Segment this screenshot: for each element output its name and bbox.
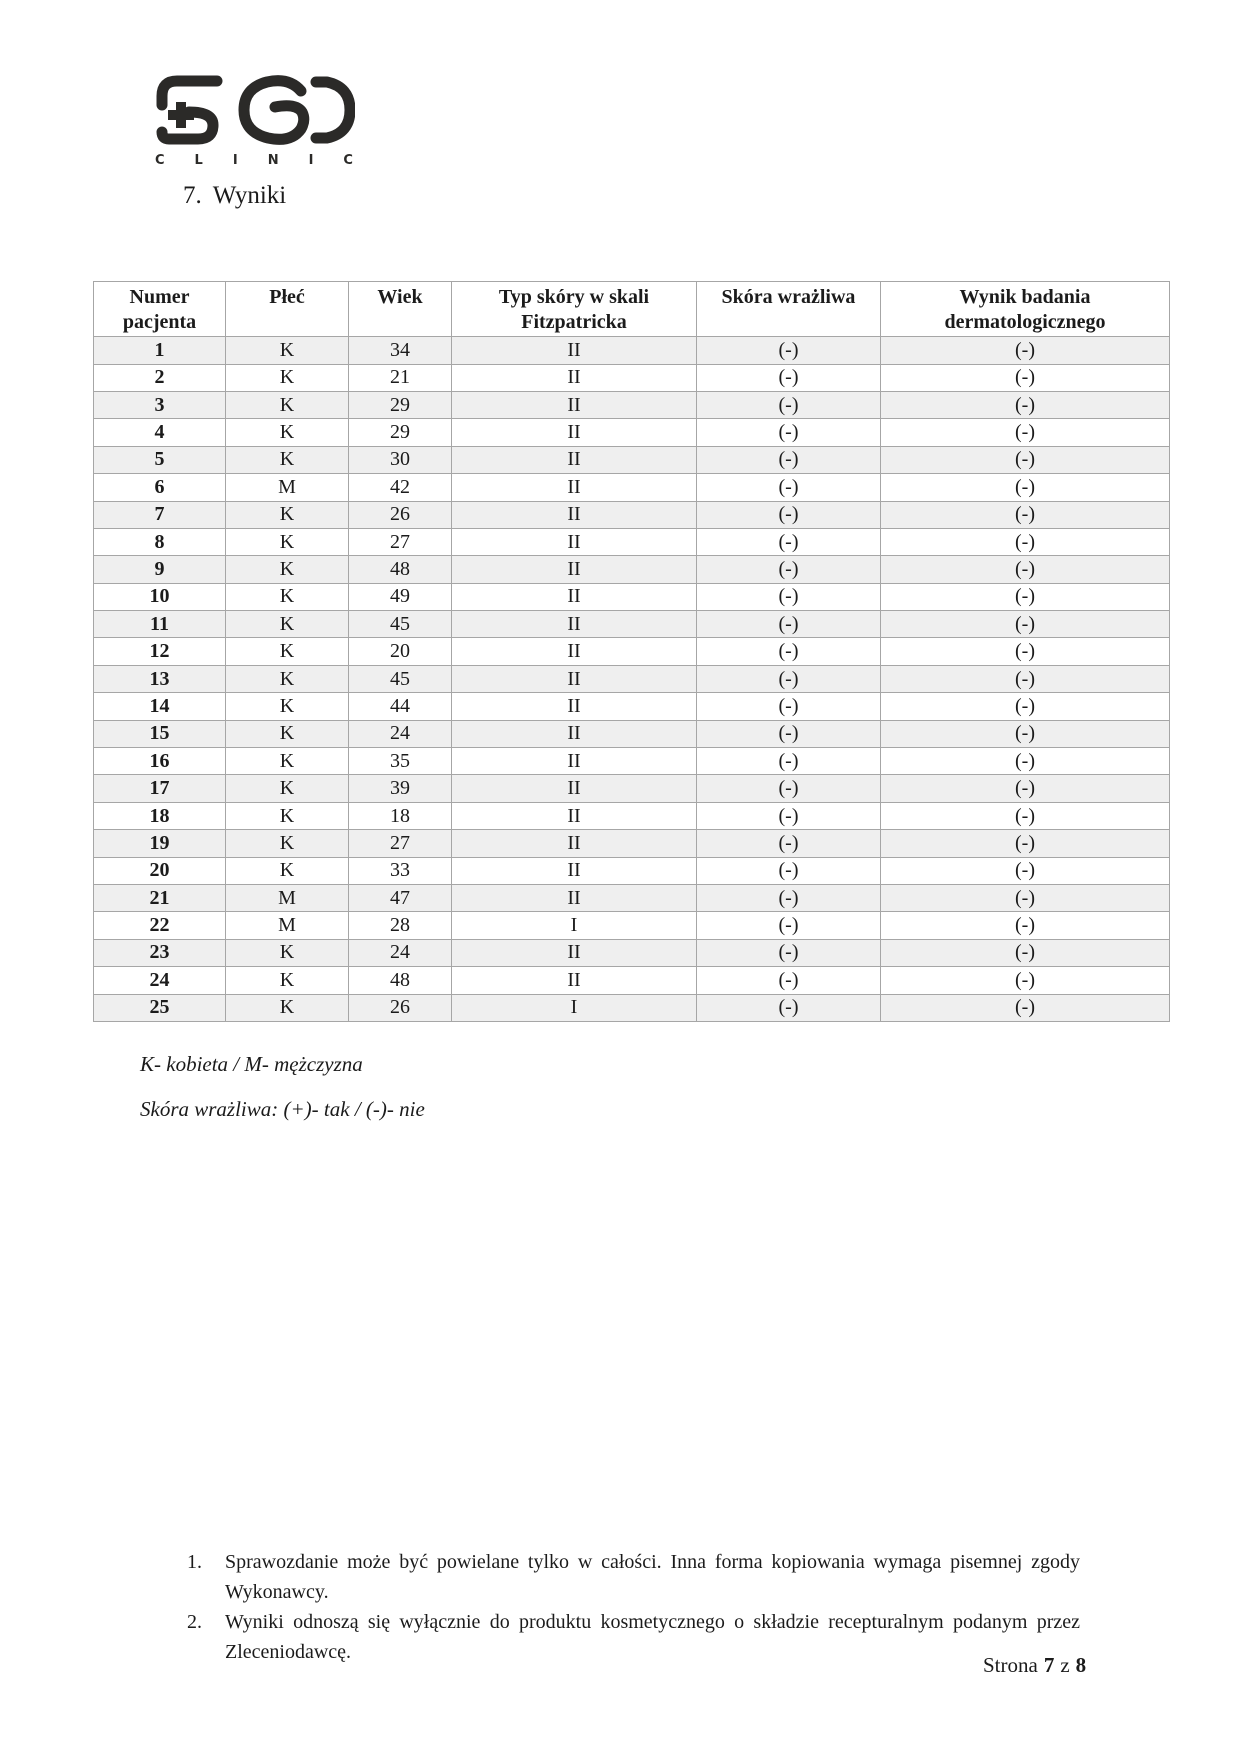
page-number-current: 7 [1043, 1653, 1055, 1677]
table-cell: II [452, 830, 697, 857]
table-cell: 22 [94, 912, 226, 939]
table-cell: 26 [349, 501, 452, 528]
logo-subtext-letter: C [343, 153, 353, 168]
legend-note: Skóra wrażliwa: (+)- tak / (-)- nie [140, 1097, 425, 1121]
table-row [94, 528, 1170, 555]
table-cell: (-) [881, 830, 1170, 857]
section-title: Wyniki [212, 182, 287, 209]
table-cell: (-) [697, 967, 881, 994]
table-cell: K [226, 830, 349, 857]
column-header-1: Płeć [226, 282, 349, 337]
table-cell: (-) [881, 885, 1170, 912]
table-cell: (-) [881, 391, 1170, 418]
table-cell: 8 [94, 528, 226, 555]
table-row [94, 611, 1170, 638]
table-cell: (-) [697, 885, 881, 912]
table-row [94, 748, 1170, 775]
table-row [94, 693, 1170, 720]
table-cell: 33 [349, 857, 452, 884]
table-cell: II [452, 693, 697, 720]
column-header-3: Typ skóry w skali Fitzpatricka [452, 282, 697, 337]
table-cell: II [452, 528, 697, 555]
table-cell: (-) [881, 583, 1170, 610]
table-row [94, 857, 1170, 884]
table-cell: 20 [94, 857, 226, 884]
table-cell: (-) [697, 419, 881, 446]
table-cell: II [452, 857, 697, 884]
table-cell: 15 [94, 720, 226, 747]
table-cell: 12 [94, 638, 226, 665]
table-cell: (-) [881, 994, 1170, 1021]
table-cell: 10 [94, 583, 226, 610]
table-cell: K [226, 748, 349, 775]
table-cell: (-) [697, 775, 881, 802]
table-cell: K [226, 720, 349, 747]
table-cell: 45 [349, 611, 452, 638]
table-row [94, 994, 1170, 1021]
logo-subtext-letter: N [267, 153, 279, 168]
table-cell: K [226, 775, 349, 802]
table-cell: 9 [94, 556, 226, 583]
table-cell: II [452, 501, 697, 528]
sgd-clinic-logo [153, 74, 355, 168]
footer-notes [187, 1547, 1080, 1667]
footer-note [187, 1607, 1080, 1667]
page-number-label: Strona [983, 1653, 1038, 1677]
table-cell: I [452, 912, 697, 939]
table-cell: (-) [697, 337, 881, 364]
page-number-total: 8 [1075, 1653, 1087, 1677]
table-cell: 45 [349, 665, 452, 692]
table-cell: II [452, 391, 697, 418]
table-cell: 49 [349, 583, 452, 610]
table-cell: II [452, 556, 697, 583]
table-cell: II [452, 474, 697, 501]
table-cell: 2 [94, 364, 226, 391]
table-cell: (-) [881, 364, 1170, 391]
footer-note-number: 1. [187, 1551, 202, 1573]
legend-note: K- kobieta / M- mężczyzna [140, 1052, 363, 1076]
table-cell: (-) [697, 857, 881, 884]
table-cell: 18 [94, 802, 226, 829]
table-cell: 1 [94, 337, 226, 364]
table-cell: II [452, 337, 697, 364]
table-cell: 30 [349, 446, 452, 473]
table-cell: (-) [881, 446, 1170, 473]
table-cell: (-) [697, 364, 881, 391]
table-cell: II [452, 802, 697, 829]
table-cell: (-) [881, 474, 1170, 501]
table-cell: II [452, 638, 697, 665]
table-row [94, 885, 1170, 912]
table-cell: (-) [881, 912, 1170, 939]
table-cell: 18 [349, 802, 452, 829]
table-row [94, 665, 1170, 692]
table-cell: 39 [349, 775, 452, 802]
table-cell: II [452, 939, 697, 966]
table-cell: 48 [349, 556, 452, 583]
table-cell: II [452, 720, 697, 747]
table-cell: K [226, 364, 349, 391]
table-cell: II [452, 611, 697, 638]
table-cell: 4 [94, 419, 226, 446]
column-header-0: Numer pacjenta [94, 282, 226, 337]
table-cell: II [452, 885, 697, 912]
table-cell: (-) [881, 638, 1170, 665]
table-cell: M [226, 474, 349, 501]
logo-subtext-letter: L [194, 153, 203, 168]
table-cell: (-) [881, 528, 1170, 555]
table-cell: II [452, 775, 697, 802]
table-cell: K [226, 967, 349, 994]
column-header-5: Wynik badania dermatologicznego [881, 282, 1170, 337]
table-cell: 25 [94, 994, 226, 1021]
logo-subtext-letter: I [308, 153, 314, 168]
table-cell: (-) [697, 748, 881, 775]
logo-letter-d [316, 82, 350, 138]
table-cell: (-) [881, 665, 1170, 692]
table-row [94, 391, 1170, 418]
table-cell: K [226, 446, 349, 473]
table-cell: II [452, 748, 697, 775]
table-cell: 21 [94, 885, 226, 912]
table-row [94, 720, 1170, 747]
table-cell: (-) [881, 802, 1170, 829]
table-cell: M [226, 885, 349, 912]
table-cell: M [226, 912, 349, 939]
table-row [94, 939, 1170, 966]
table-cell: II [452, 364, 697, 391]
table-cell: (-) [697, 939, 881, 966]
table-cell: (-) [881, 720, 1170, 747]
table-cell: K [226, 693, 349, 720]
footer-note-number: 2. [187, 1611, 202, 1633]
table-cell: K [226, 337, 349, 364]
table-cell: K [226, 939, 349, 966]
table-header [94, 282, 1170, 337]
table-cell: K [226, 501, 349, 528]
table-cell: (-) [881, 611, 1170, 638]
sgd-logo-icon [153, 74, 355, 146]
table-cell: 48 [349, 967, 452, 994]
table-body [94, 337, 1170, 1022]
table-cell: (-) [697, 474, 881, 501]
table-cell: (-) [697, 830, 881, 857]
table-cell: 47 [349, 885, 452, 912]
table-cell: (-) [881, 748, 1170, 775]
table-cell: (-) [881, 693, 1170, 720]
table-cell: K [226, 419, 349, 446]
table-cell: I [452, 994, 697, 1021]
table-cell: II [452, 665, 697, 692]
logo-plus-icon [168, 102, 194, 128]
table-cell: 11 [94, 611, 226, 638]
logo-letter-g [244, 81, 304, 140]
table-cell: 35 [349, 748, 452, 775]
table-cell: (-) [881, 939, 1170, 966]
table-cell: (-) [697, 501, 881, 528]
table-row [94, 337, 1170, 364]
table-cell: 24 [349, 720, 452, 747]
table-cell: (-) [881, 857, 1170, 884]
table-cell: (-) [697, 583, 881, 610]
table-row [94, 364, 1170, 391]
table-cell: 24 [349, 939, 452, 966]
table-cell: (-) [881, 419, 1170, 446]
table-cell: (-) [881, 501, 1170, 528]
results-table [93, 281, 1170, 1022]
table-cell: 24 [94, 967, 226, 994]
table-cell: II [452, 967, 697, 994]
logo-subtext [153, 153, 355, 168]
table-row [94, 446, 1170, 473]
table-cell: (-) [697, 556, 881, 583]
table-cell: II [452, 446, 697, 473]
table-cell: 42 [349, 474, 452, 501]
table-cell: K [226, 857, 349, 884]
table-cell: 20 [349, 638, 452, 665]
table-row [94, 583, 1170, 610]
table-cell: 21 [349, 364, 452, 391]
page-number [983, 1653, 1086, 1678]
table-cell: (-) [881, 556, 1170, 583]
table-cell: (-) [881, 337, 1170, 364]
table-cell: (-) [697, 693, 881, 720]
table-row [94, 638, 1170, 665]
column-header-4: Skóra wrażliwa [697, 282, 881, 337]
table-row [94, 830, 1170, 857]
table-header-row [94, 282, 1170, 337]
table-cell: K [226, 611, 349, 638]
table-row [94, 775, 1170, 802]
table-row [94, 912, 1170, 939]
table-cell: 27 [349, 528, 452, 555]
table-cell: II [452, 583, 697, 610]
table-cell: K [226, 391, 349, 418]
table-cell: 13 [94, 665, 226, 692]
table-cell: (-) [697, 391, 881, 418]
table-cell: 7 [94, 501, 226, 528]
table-cell: 29 [349, 419, 452, 446]
table-cell: (-) [881, 775, 1170, 802]
section-heading [183, 182, 286, 210]
table-cell: (-) [697, 638, 881, 665]
table-cell: (-) [697, 720, 881, 747]
table-cell: 3 [94, 391, 226, 418]
table-cell: K [226, 994, 349, 1021]
table-cell: 17 [94, 775, 226, 802]
table-cell: 6 [94, 474, 226, 501]
table-cell: 34 [349, 337, 452, 364]
table-row [94, 967, 1170, 994]
table-cell: K [226, 638, 349, 665]
table-cell: 44 [349, 693, 452, 720]
table-row [94, 474, 1170, 501]
section-number: 7. [183, 182, 202, 209]
table-cell: (-) [697, 665, 881, 692]
table-cell: (-) [697, 528, 881, 555]
table-row [94, 419, 1170, 446]
table-cell: 29 [349, 391, 452, 418]
table-row [94, 556, 1170, 583]
table-row [94, 501, 1170, 528]
legend-notes [140, 1052, 425, 1142]
table-cell: (-) [697, 446, 881, 473]
table-cell: (-) [881, 967, 1170, 994]
table-cell: 26 [349, 994, 452, 1021]
footer-note-text: Wyniki odnoszą się wyłącznie do produktu kosmetycznego o składzie recepturalnym podanym przez Zleceniodawcę. [225, 1611, 1080, 1663]
table-cell: 23 [94, 939, 226, 966]
footer-note [187, 1547, 1080, 1607]
logo-letter-s-top [162, 81, 217, 105]
table-cell: K [226, 802, 349, 829]
table-cell: K [226, 528, 349, 555]
table-cell: K [226, 665, 349, 692]
footer-note-text: Sprawozdanie może być powielane tylko w całości. Inna forma kopiowania wymaga pisemnej zgody Wykonawcy. [225, 1551, 1080, 1603]
table-cell: 19 [94, 830, 226, 857]
column-header-2: Wiek [349, 282, 452, 337]
table-cell: (-) [697, 802, 881, 829]
table-cell: (-) [697, 994, 881, 1021]
table-cell: K [226, 583, 349, 610]
logo-subtext-letter: C [155, 153, 165, 168]
table-cell: 27 [349, 830, 452, 857]
table-cell: (-) [697, 611, 881, 638]
table-cell: 28 [349, 912, 452, 939]
table-row [94, 802, 1170, 829]
table-cell: K [226, 556, 349, 583]
table-cell: (-) [697, 912, 881, 939]
table-cell: 16 [94, 748, 226, 775]
table-cell: 5 [94, 446, 226, 473]
table-cell: 14 [94, 693, 226, 720]
page-number-separator: z [1060, 1653, 1070, 1677]
logo-subtext-letter: I [232, 153, 238, 168]
table-cell: II [452, 419, 697, 446]
